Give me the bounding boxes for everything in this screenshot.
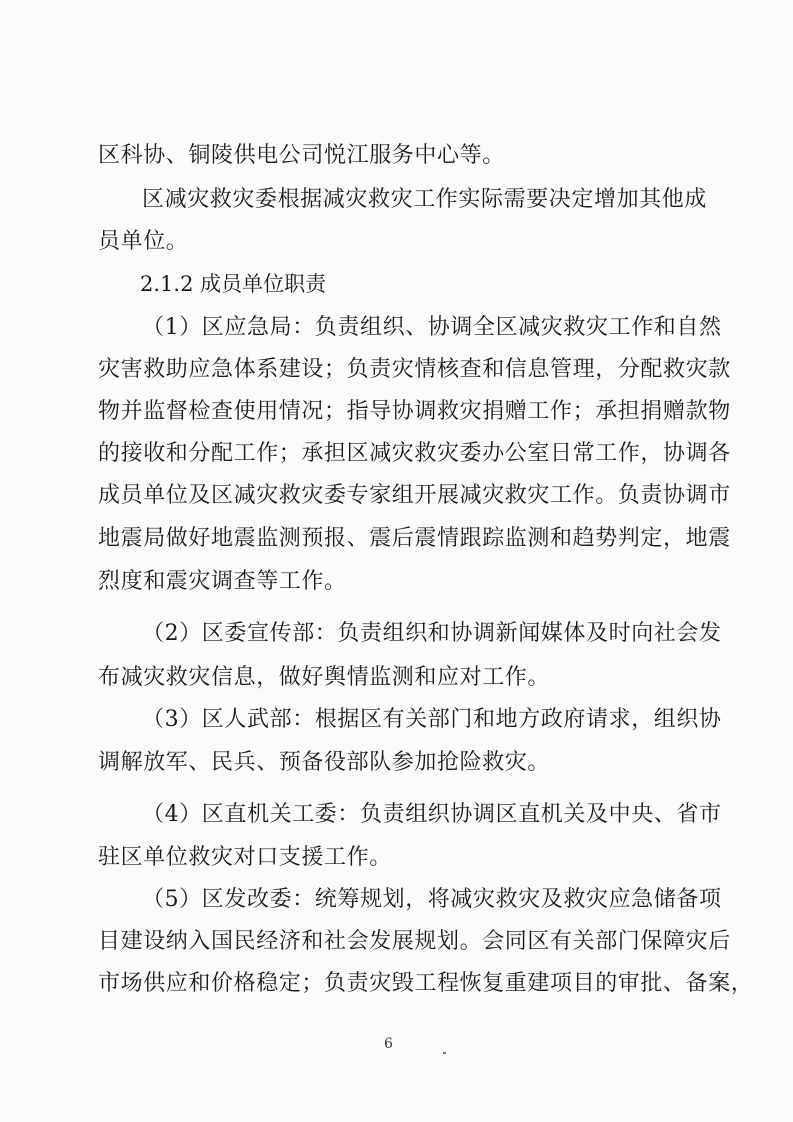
text-line: 目建设纳入国民经济和社会发展规划。会同区有关部门保障灾后 [98, 929, 731, 954]
scan-speck [443, 1052, 446, 1054]
text-line: （1）区应急局：负责组织、协调全区减灾救灾工作和自然 [142, 315, 722, 340]
text-line: （3）区人武部：根据区有关部门和地方政府请求，组织协 [142, 707, 722, 732]
text-line: 驻区单位救灾对口支援工作。 [98, 845, 392, 870]
page-number: 6 [384, 1036, 393, 1052]
text-line: 的接收和分配工作；承担区减灾救灾委办公室日常工作，协调各 [98, 441, 731, 466]
text-line: 市场供应和价格稳定；负责灾毁工程恢复重建项目的审批、备案， [98, 971, 754, 996]
section-heading: 2.1.2 成员单位职责 [140, 272, 327, 296]
text-line: （2）区委宣传部：负责组织和协调新闻媒体及时向社会发 [142, 621, 722, 646]
text-line: 地震局做好地震监测预报、震后震情跟踪监测和趋势判定，地震 [98, 526, 731, 551]
text-line: （5）区发改委：统筹规划，将减灾救灾及救灾应急储备项 [142, 887, 722, 912]
text-line: 成员单位及区减灾救灾委专家组开展减灾救灾工作。负责协调市 [98, 483, 731, 508]
text-line: 区科协、铜陵供电公司悦江服务中心等。 [98, 143, 505, 168]
text-line: 物并监督检查使用情况；指导协调救灾捐赠工作；承担捐赠款物 [98, 399, 731, 424]
text-line: 区减灾救灾委根据减灾救灾工作实际需要决定增加其他成 [142, 187, 708, 212]
text-line: 灾害救助应急体系建设；负责灾情核查和信息管理，分配救灾款 [98, 357, 731, 382]
text-line: （4）区直机关工委：负责组织协调区直机关及中央、省市 [142, 802, 722, 827]
text-line: 烈度和震灾调查等工作。 [98, 569, 347, 594]
text-line: 调解放军、民兵、预备役部队参加抢险救灾。 [98, 750, 551, 775]
text-line: 布减灾救灾信息，做好舆情监测和应对工作。 [98, 665, 551, 690]
text-line: 员单位。 [98, 229, 189, 254]
